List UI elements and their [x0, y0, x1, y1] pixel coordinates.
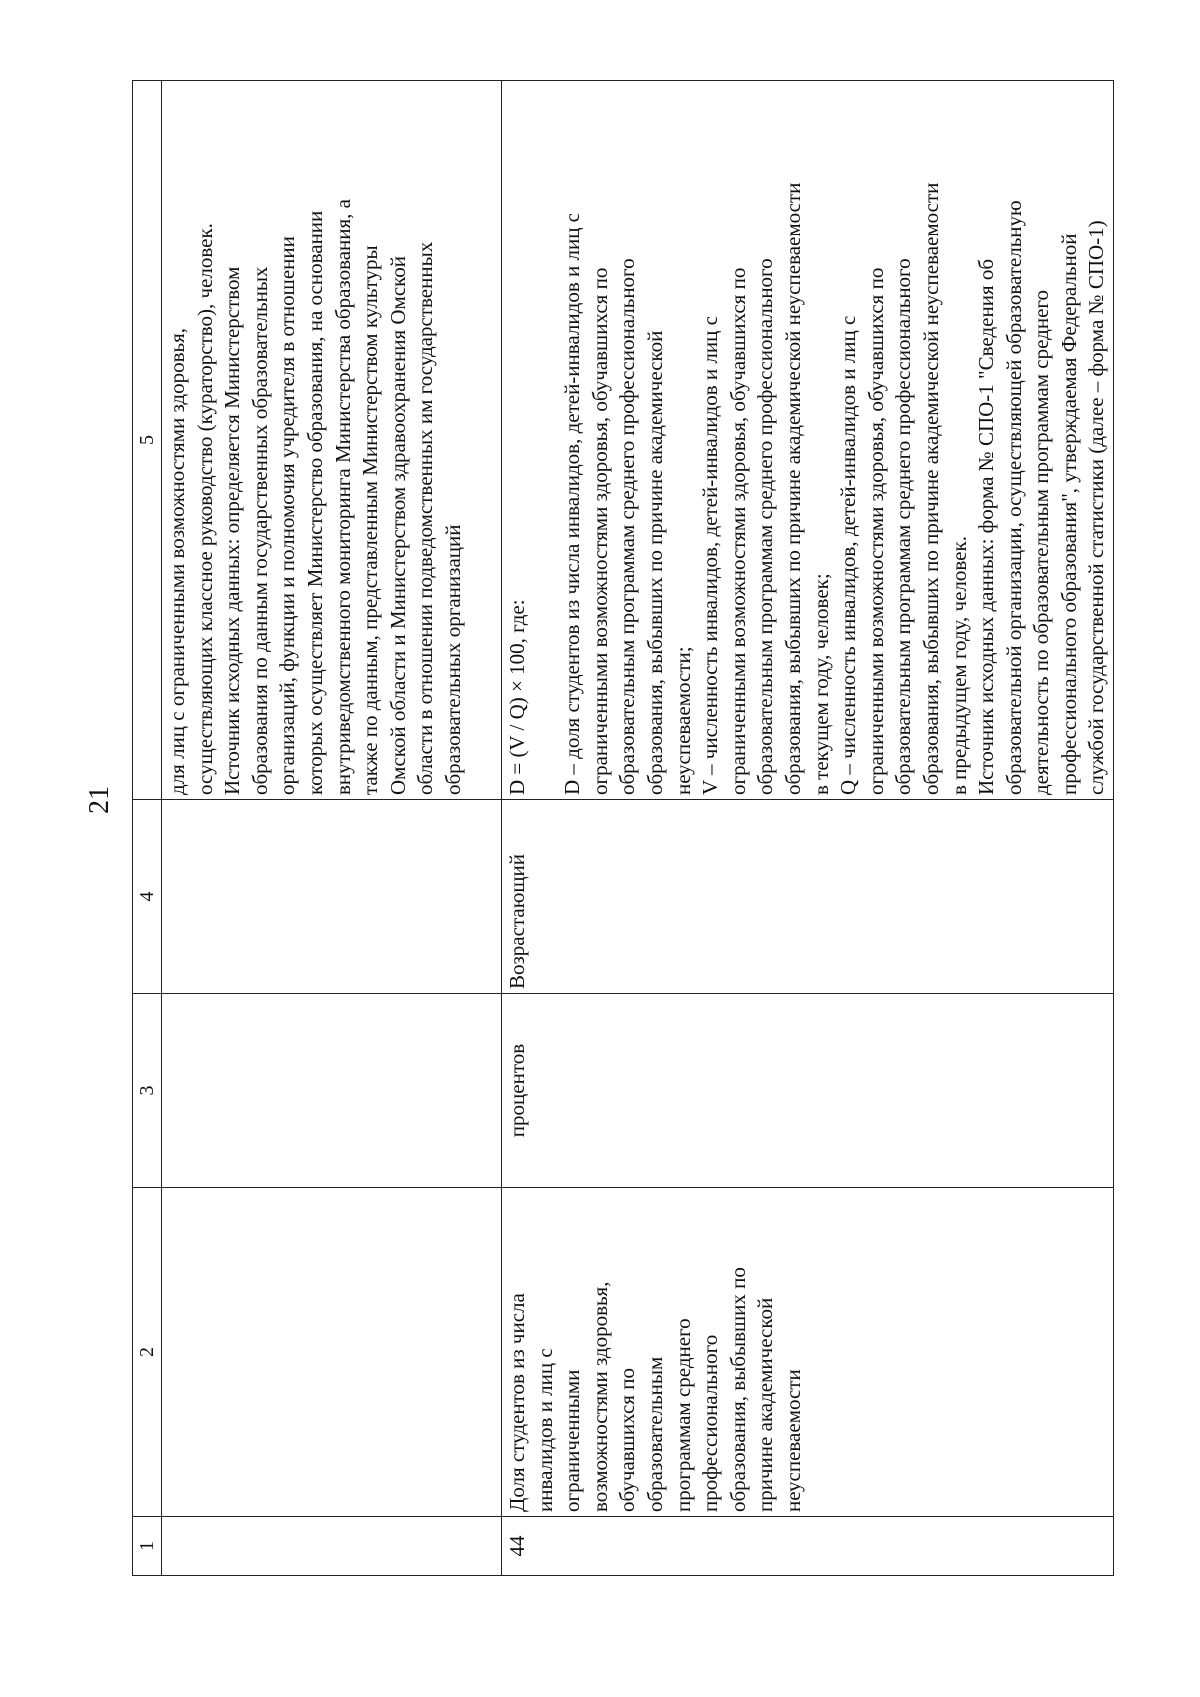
header-col-3: 3	[133, 994, 162, 1188]
cell-text-line: образования, выбывших по	[725, 1267, 750, 1512]
cell-text-line: службой государственной статистики (далее – форма № СПО-1)	[1084, 220, 1109, 795]
cell-text-line: ограниченными	[560, 1369, 585, 1512]
row-1-col-1	[162, 1517, 502, 1576]
cell-text-line: образования по данным государственных образовательных	[247, 266, 272, 795]
cell-text-line: D – доля студентов из числа инвалидов, детей-инвалидов и лиц с	[560, 212, 585, 795]
cell-text-line: программам среднего	[670, 1318, 695, 1512]
header-col-2: 2	[133, 1188, 162, 1517]
cell-text-line: образовательных организаций	[440, 524, 465, 795]
cell-text-line: неуспеваемости	[780, 1369, 805, 1512]
page-number: 21	[84, 786, 115, 814]
cell-text-line: деятельность по образовательным программам среднего	[1029, 290, 1054, 795]
header-col-5: 5	[133, 81, 162, 800]
cell-text-line: в предыдущем году, человек.	[946, 536, 971, 795]
cell-text-line: V – численность инвалидов, детей-инвалидов и лиц с	[698, 316, 723, 795]
cell-text-line: образования, выбывших по причине академической неуспеваемости	[780, 182, 805, 795]
cell-text-line	[532, 85, 560, 795]
row-2-formula-description	[502, 81, 1114, 800]
cell-text-line: области в отношении подведомственных им государственных	[413, 241, 438, 795]
table-container	[132, 80, 1109, 1576]
row-2-indicator-name	[502, 1188, 1114, 1517]
row-2-number: 44	[502, 1517, 1114, 1576]
cell-text-line: профессионального	[698, 1334, 723, 1512]
cell-text-line: в текущем году, человек;	[808, 573, 833, 795]
cell-text-line: ограниченными возможностями здоровья, обучавшихся по	[863, 267, 888, 795]
cell-text-line: инвалидов и лиц с	[532, 1348, 557, 1512]
cell-text-line: образовательной организации, осуществляющей образовательную	[1001, 200, 1026, 795]
cell-text-line: которых осуществляет Министерство образования, на основании	[302, 210, 327, 795]
cell-text-line: также по данным, представленным Министерством культуры	[358, 245, 383, 795]
cell-text-line: ограниченными возможностями здоровья, обучавшихся по	[725, 267, 750, 795]
cell-text-line: Q – численность инвалидов, детей-инвалидов и лиц с	[836, 315, 861, 795]
cell-text-line: внутриведомственного мониторинга Министерства образования, а	[330, 199, 355, 795]
cell-text-line: возможностями здоровья,	[587, 1281, 612, 1512]
cell-text-line: образовательным	[642, 1356, 667, 1512]
cell-text-line: Источник исходных данных: форма № СПО-1 "Сведения об	[974, 258, 999, 795]
row-1-col-3	[162, 994, 502, 1188]
row-1-col-2	[162, 1188, 502, 1517]
cell-text-line: образовательным программам среднего профессионального	[891, 258, 916, 795]
cell-text-line: неуспеваемости;	[670, 646, 695, 795]
cell-text-line: образовательным программам среднего профессионального	[753, 258, 778, 795]
row-1-col-4	[162, 800, 502, 994]
row-2-unit: процентов	[502, 994, 1114, 1188]
header-col-1: 1	[133, 1517, 162, 1576]
row-2-trend: Возрастающий	[502, 800, 1114, 994]
rotated-table-frame	[132, 80, 1109, 1576]
cell-text-line: Омской области и Министерством здравоохранения Омской	[385, 255, 410, 795]
cell-text-line: обучавшихся по	[615, 1368, 640, 1512]
indicator-table	[132, 80, 1114, 1576]
cell-text-line: причине академической	[753, 1297, 778, 1512]
header-col-4: 4	[133, 800, 162, 994]
cell-text-line: образовательным программам среднего профессионального	[615, 258, 640, 795]
table-header-row	[133, 81, 162, 1576]
row-1-col-5	[162, 81, 502, 800]
table-row	[502, 81, 1114, 1576]
cell-text-line: D = (V / Q) × 100, где:	[505, 599, 529, 795]
cell-text-line: Доля студентов из числа	[505, 1293, 529, 1512]
cell-text-line: для лиц с ограниченными возможностями здоровья,	[165, 328, 189, 795]
cell-text-line: профессионального образования", утверждаемая Федеральной	[1056, 233, 1081, 795]
table-row	[162, 81, 502, 1576]
cell-text-line: Источник исходных данных: определяется Министерством	[220, 266, 245, 795]
cell-text-line: образования, выбывших по причине академической	[642, 330, 667, 795]
cell-text-line: ограниченными возможностями здоровья, обучавшихся по	[587, 267, 612, 795]
cell-text-line: организаций, функции и полномочия учредителя в отношении	[275, 236, 300, 795]
cell-text-line: осуществляющих классное руководство (кураторство), человек.	[192, 223, 217, 795]
cell-text-line: образования, выбывших по причине академической неуспеваемости	[918, 182, 943, 795]
